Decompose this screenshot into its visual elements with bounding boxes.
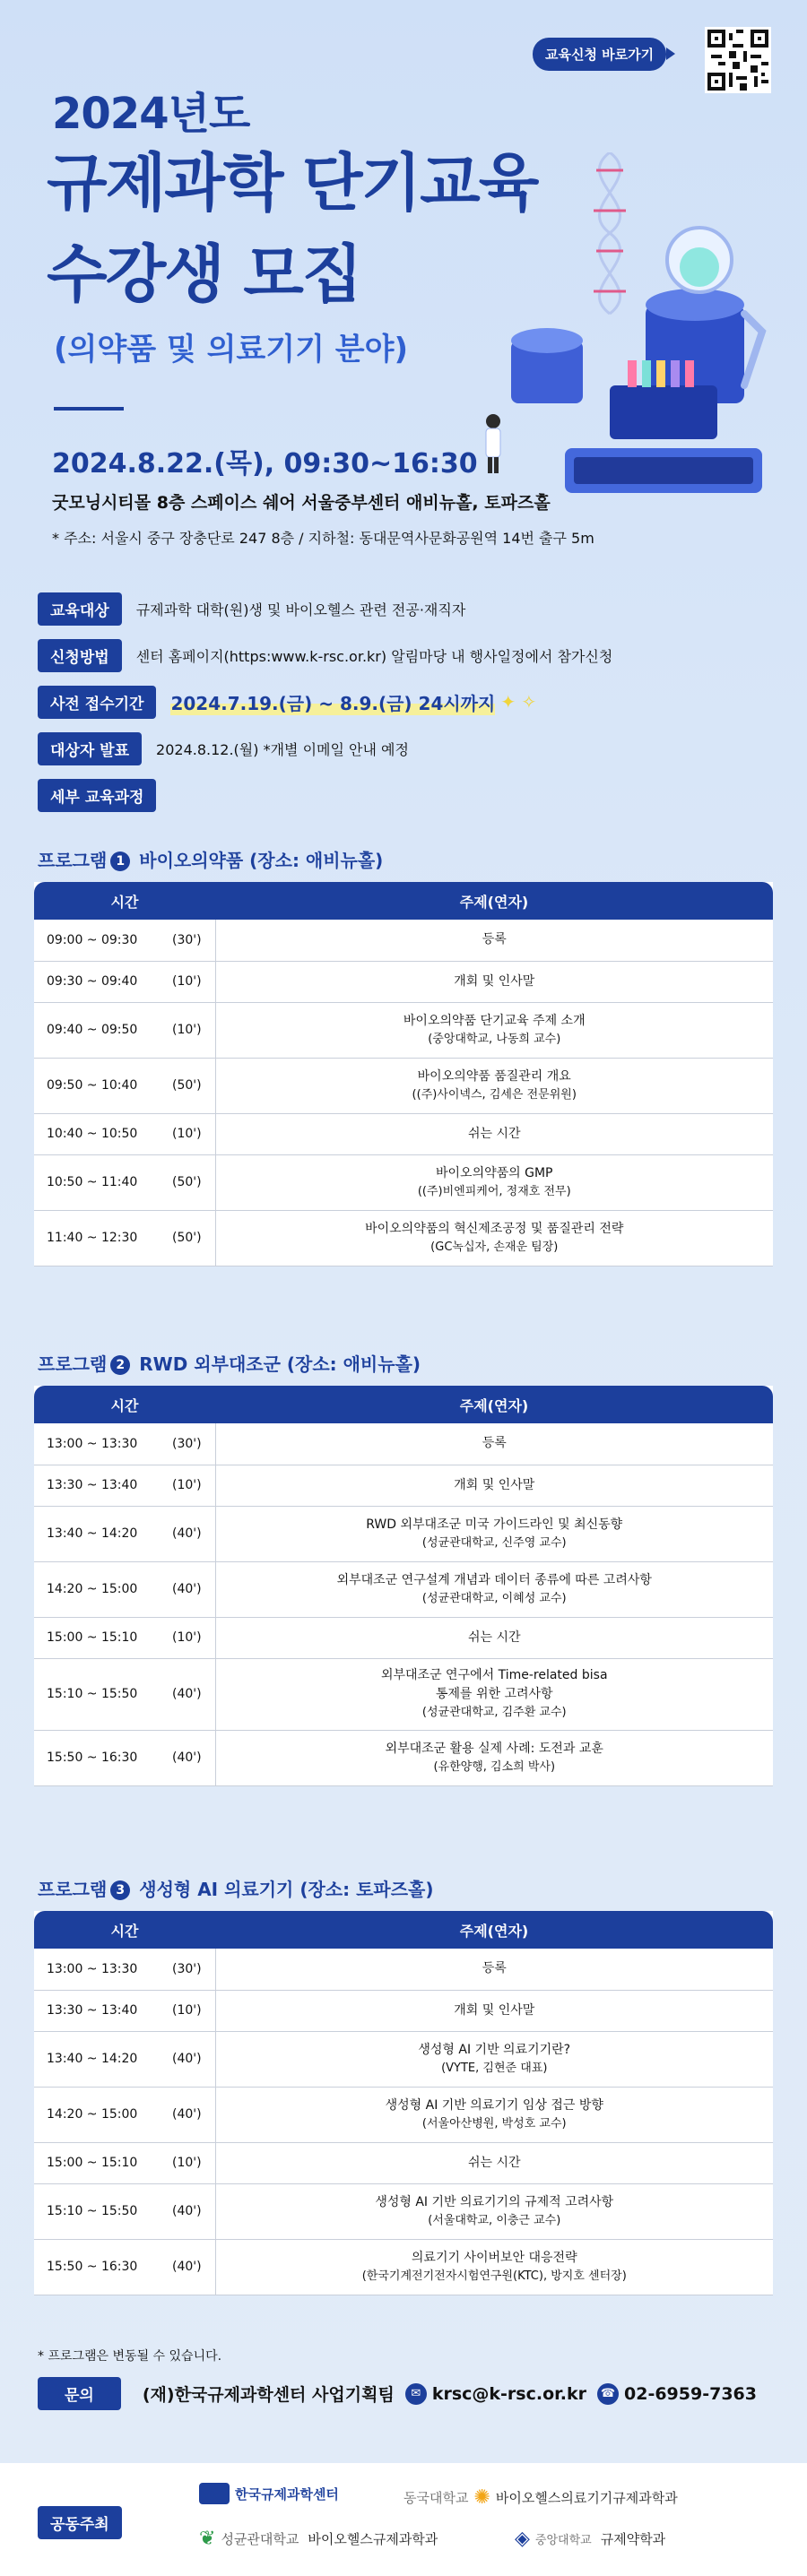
logo-text: 바이오헬스규제과학과 — [308, 2531, 438, 2547]
col-topic: 주제(연자) — [215, 1911, 773, 1949]
row-time: 13:30 ~ 13:40 — [34, 1990, 170, 2031]
row-duration: (10') — [170, 1002, 215, 1058]
table-row — [34, 2183, 773, 2239]
col-time: 시간 — [34, 882, 215, 920]
row-time: 14:20 ~ 15:00 — [34, 2087, 170, 2142]
row-time: 13:40 ~ 14:20 — [34, 2031, 170, 2087]
row-topic-title: 외부대조군 연구설계 개념과 데이터 종류에 따른 고려사항 — [336, 1572, 652, 1587]
table-row — [34, 1465, 773, 1506]
row-time: 10:50 ~ 11:40 — [34, 1154, 170, 1210]
col-topic: 주제(연자) — [215, 1386, 773, 1423]
sparkle-icon: ✦ ✧ — [500, 691, 537, 713]
row-duration: (40') — [170, 1658, 215, 1730]
row-topic-title: 생성형 AI 기반 의료기기의 규제적 고려사항 — [375, 2194, 614, 2209]
row-duration: (10') — [170, 961, 215, 1002]
program-name: RWD 외부대조군 (장소: 애비뉴홀) — [139, 1353, 421, 1375]
row-topic-title: 바이오의약품 품질관리 개요 — [417, 1068, 571, 1084]
row-speaker: (중앙대학교, 나동희 교수) — [428, 1032, 561, 1046]
info-section — [38, 592, 773, 825]
info-detail-heading — [38, 778, 773, 812]
page-title-line1: 규제과학 단기교육 — [47, 146, 538, 220]
row-duration: (30') — [170, 920, 215, 961]
row-time: 09:50 ~ 10:40 — [34, 1058, 170, 1113]
info-apply-method — [38, 638, 773, 672]
row-topic — [215, 2183, 773, 2239]
row-duration: (30') — [170, 1423, 215, 1465]
row-duration: (40') — [170, 2183, 215, 2239]
row-duration: (30') — [170, 1949, 215, 1990]
program-1-title: 프로그램 1 바이오의약품 (장소: 애비뉴홀) — [38, 850, 384, 871]
table-row — [34, 1658, 773, 1730]
program-1-table — [34, 882, 773, 1266]
cau-logo-icon: ◈ — [515, 2528, 530, 2550]
row-topic — [215, 2087, 773, 2142]
table-row — [34, 2239, 773, 2295]
row-topic: 등록 — [215, 1949, 773, 1990]
contact-phone[interactable]: 02-6959-7363 — [624, 2383, 757, 2404]
logo-text: 동국대학교 — [404, 2490, 469, 2506]
row-duration: (10') — [170, 2142, 215, 2183]
row-duration: (50') — [170, 1058, 215, 1113]
row-duration: (10') — [170, 1617, 215, 1658]
row-duration: (40') — [170, 1730, 215, 1785]
contact-section — [38, 2377, 757, 2410]
lab-illustration-icon — [475, 152, 780, 547]
row-duration: (50') — [170, 1210, 215, 1266]
program-change-note: * 프로그램은 변동될 수 있습니다. — [38, 2349, 222, 2364]
logo-krsc — [199, 2483, 339, 2504]
table-row — [34, 920, 773, 961]
row-topic: 개회 및 인사말 — [215, 1990, 773, 2031]
contact-org: (재)한국규제과학센터 사업기획팀 — [142, 2385, 395, 2405]
footer — [0, 2463, 807, 2576]
row-topic-title-line2: 통제를 위한 고려사항 — [435, 1687, 553, 1702]
dongguk-logo-icon: ✺ — [473, 2486, 490, 2509]
col-time: 시간 — [34, 1386, 215, 1423]
row-time: 15:50 ~ 16:30 — [34, 1730, 170, 1785]
row-topic-title: 외부대조군 활용 실제 사례: 도전과 교훈 — [385, 1741, 603, 1756]
col-time: 시간 — [34, 1911, 215, 1949]
row-topic — [215, 1730, 773, 1785]
table-row — [34, 2031, 773, 2087]
info-value: 2024.8.12.(월) *개별 이메일 안내 예정 — [156, 740, 409, 758]
row-speaker: (성균관대학교, 이혜성 교수) — [421, 1591, 567, 1605]
table-row — [34, 1002, 773, 1058]
row-speaker: ((주)사이넥스, 김세은 전문위원) — [412, 1087, 577, 1102]
table-row — [34, 1617, 773, 1658]
logo-cau — [515, 2528, 665, 2550]
info-target — [38, 592, 773, 626]
program-2-title: 프로그램 2 RWD 외부대조군 (장소: 애비뉴홀) — [38, 1353, 421, 1375]
info-value: 센터 홈페이지(https:www.k-rsc.or.kr) 알림마당 내 행사일정에서 참가신청 — [135, 647, 613, 665]
page-title-line2: 수강생 모집 — [47, 238, 361, 311]
table-row — [34, 1990, 773, 2031]
row-topic — [215, 1506, 773, 1561]
skku-logo-icon: ❦ — [199, 2528, 216, 2550]
program-number-badge: 3 — [110, 1880, 130, 1900]
row-duration: (10') — [170, 1465, 215, 1506]
row-time: 13:40 ~ 14:20 — [34, 1506, 170, 1561]
table-row — [34, 1506, 773, 1561]
row-speaker: (성균관대학교, 신주영 교수) — [421, 1535, 567, 1550]
contact-label: 문의 — [38, 2377, 121, 2410]
row-time: 11:40 ~ 12:30 — [34, 1210, 170, 1266]
logo-dongguk — [404, 2486, 678, 2509]
event-venue: 굿모닝시티몰 8층 스페이스 쉐어 서울중부센터 애비뉴홀, 토파즈홀 — [52, 493, 551, 513]
row-speaker: (유한양행, 김소희 박사) — [433, 1759, 556, 1774]
row-topic: 쉬는 시간 — [215, 1113, 773, 1154]
row-duration: (40') — [170, 2239, 215, 2295]
info-label: 교육대상 — [38, 592, 122, 626]
event-datetime: 2024.8.22.(목), 09:30~16:30 — [52, 448, 478, 480]
row-duration: (50') — [170, 1154, 215, 1210]
row-time: 09:00 ~ 09:30 — [34, 920, 170, 961]
divider — [54, 407, 124, 411]
row-topic-title: 외부대조군 연구에서 Time-related bisa — [380, 1668, 608, 1683]
program-2-table — [34, 1386, 773, 1786]
info-announcement — [38, 731, 773, 765]
event-address: * 주소: 서울시 중구 장충단로 247 8층 / 지하철: 동대문역사문화공원역 14번 출구 5m — [52, 530, 594, 547]
table-row — [34, 961, 773, 1002]
program-number-badge: 2 — [110, 1355, 130, 1375]
event-year: 2024년도 — [52, 89, 250, 139]
info-label: 대상자 발표 — [38, 732, 142, 765]
phone-icon: ☎ — [597, 2383, 619, 2405]
row-time: 15:10 ~ 15:50 — [34, 2183, 170, 2239]
row-topic — [215, 2031, 773, 2087]
logo-text: 성균관대학교 — [221, 2531, 299, 2547]
row-speaker: (서울대학교, 이충근 교수) — [428, 2213, 561, 2227]
page-subtitle: (의약품 및 의료기기 분야) — [54, 332, 409, 367]
row-time: 13:30 ~ 13:40 — [34, 1465, 170, 1506]
qr-code-icon[interactable] — [705, 27, 771, 93]
logo-text: 바이오헬스의료기기규제과학과 — [495, 2490, 678, 2506]
row-speaker: (서울아산병원, 박성호 교수) — [421, 2116, 567, 2131]
row-time: 13:00 ~ 13:30 — [34, 1949, 170, 1990]
row-time: 15:00 ~ 15:10 — [34, 2142, 170, 2183]
email-icon: ✉ — [405, 2383, 427, 2405]
row-topic-title: 바이오의약품 단기교육 주제 소개 — [403, 1013, 586, 1028]
detail-label: 세부 교육과정 — [38, 779, 156, 812]
program-number-badge: 1 — [110, 851, 130, 871]
row-time: 13:00 ~ 13:30 — [34, 1423, 170, 1465]
row-speaker: (한국기계전기전자시험연구원(KTC), 방지호 센터장) — [361, 2269, 627, 2283]
krsc-logo-icon — [199, 2483, 230, 2504]
cohost-label: 공동주최 — [38, 2506, 122, 2539]
table-row — [34, 1730, 773, 1785]
row-duration: (40') — [170, 1561, 215, 1617]
row-topic-title: RWD 외부대조군 미국 가이드라인 및 최신동향 — [366, 1517, 623, 1532]
col-topic: 주제(연자) — [215, 882, 773, 920]
logo-skku — [199, 2528, 438, 2550]
table-row — [34, 1210, 773, 1266]
table-row — [34, 1949, 773, 1990]
row-topic — [215, 1058, 773, 1113]
row-topic-title: 바이오의약품의 혁신제조공정 및 품질관리 전략 — [365, 1221, 624, 1236]
info-value: 2024.7.19.(금) ~ 8.9.(금) 24시까지 — [170, 689, 495, 715]
hero — [0, 0, 807, 574]
row-topic: 쉬는 시간 — [215, 2142, 773, 2183]
row-speaker: ((주)비엔피케어, 정재호 전무) — [417, 1184, 571, 1198]
row-duration: (40') — [170, 1506, 215, 1561]
contact-email[interactable]: krsc@k-rsc.or.kr — [431, 2383, 587, 2404]
row-duration: (10') — [170, 1113, 215, 1154]
info-label: 신청방법 — [38, 639, 122, 672]
program-name: 생성형 AI 의료기기 (장소: 토파즈홀) — [139, 1879, 434, 1900]
row-time: 15:00 ~ 15:10 — [34, 1617, 170, 1658]
logo-text: 중앙대학교 — [534, 2534, 592, 2547]
logo-text: 한국규제과학센터 — [235, 2485, 339, 2503]
program-name: 바이오의약품 (장소: 애비뉴홀) — [139, 850, 384, 871]
row-topic — [215, 1561, 773, 1617]
row-topic: 등록 — [215, 920, 773, 961]
row-topic — [215, 1658, 773, 1730]
row-topic-title: 바이오의약품의 GMP — [436, 1165, 553, 1180]
table-row — [34, 2142, 773, 2183]
row-time: 15:10 ~ 15:50 — [34, 1658, 170, 1730]
row-time: 14:20 ~ 15:00 — [34, 1561, 170, 1617]
row-topic: 개회 및 인사말 — [215, 961, 773, 1002]
apply-shortcut-button[interactable]: 교육신청 바로가기 — [533, 38, 666, 71]
row-time: 15:50 ~ 16:30 — [34, 2239, 170, 2295]
row-topic: 개회 및 인사말 — [215, 1465, 773, 1506]
row-duration: (40') — [170, 2087, 215, 2142]
row-topic-title: 생성형 AI 기반 의료기기란? — [418, 2042, 571, 2057]
row-time: 09:40 ~ 09:50 — [34, 1002, 170, 1058]
table-row — [34, 1154, 773, 1210]
program-3-title: 프로그램 3 생성형 AI 의료기기 (장소: 토파즈홀) — [38, 1879, 434, 1900]
table-row — [34, 1423, 773, 1465]
table-row — [34, 2087, 773, 2142]
row-duration: (10') — [170, 1990, 215, 2031]
row-speaker: (VYTE, 김현준 대표) — [441, 2061, 548, 2075]
row-speaker: (GC녹십자, 손재운 팀장) — [430, 1240, 559, 1254]
row-time: 10:40 ~ 10:50 — [34, 1113, 170, 1154]
logo-text: 규제약학과 — [600, 2531, 666, 2547]
info-registration-period — [38, 685, 773, 719]
row-topic: 쉬는 시간 — [215, 1617, 773, 1658]
table-row — [34, 1113, 773, 1154]
table-row — [34, 1561, 773, 1617]
program-3-table — [34, 1911, 773, 2295]
row-topic — [215, 1210, 773, 1266]
row-topic — [215, 1002, 773, 1058]
table-row — [34, 1058, 773, 1113]
row-topic — [215, 2239, 773, 2295]
info-value: 규제과학 대학(원)생 및 바이오헬스 관련 전공·재직자 — [135, 601, 466, 618]
row-speaker: (성균관대학교, 김주환 교수) — [421, 1706, 567, 1720]
row-time: 09:30 ~ 09:40 — [34, 961, 170, 1002]
row-duration: (40') — [170, 2031, 215, 2087]
row-topic — [215, 1154, 773, 1210]
info-label: 사전 접수기간 — [38, 686, 156, 719]
row-topic: 등록 — [215, 1423, 773, 1465]
row-topic-title: 생성형 AI 기반 의료기기 임상 접근 방향 — [385, 2097, 603, 2113]
row-topic-title: 의료기기 사이버보안 대응전략 — [411, 2250, 577, 2265]
